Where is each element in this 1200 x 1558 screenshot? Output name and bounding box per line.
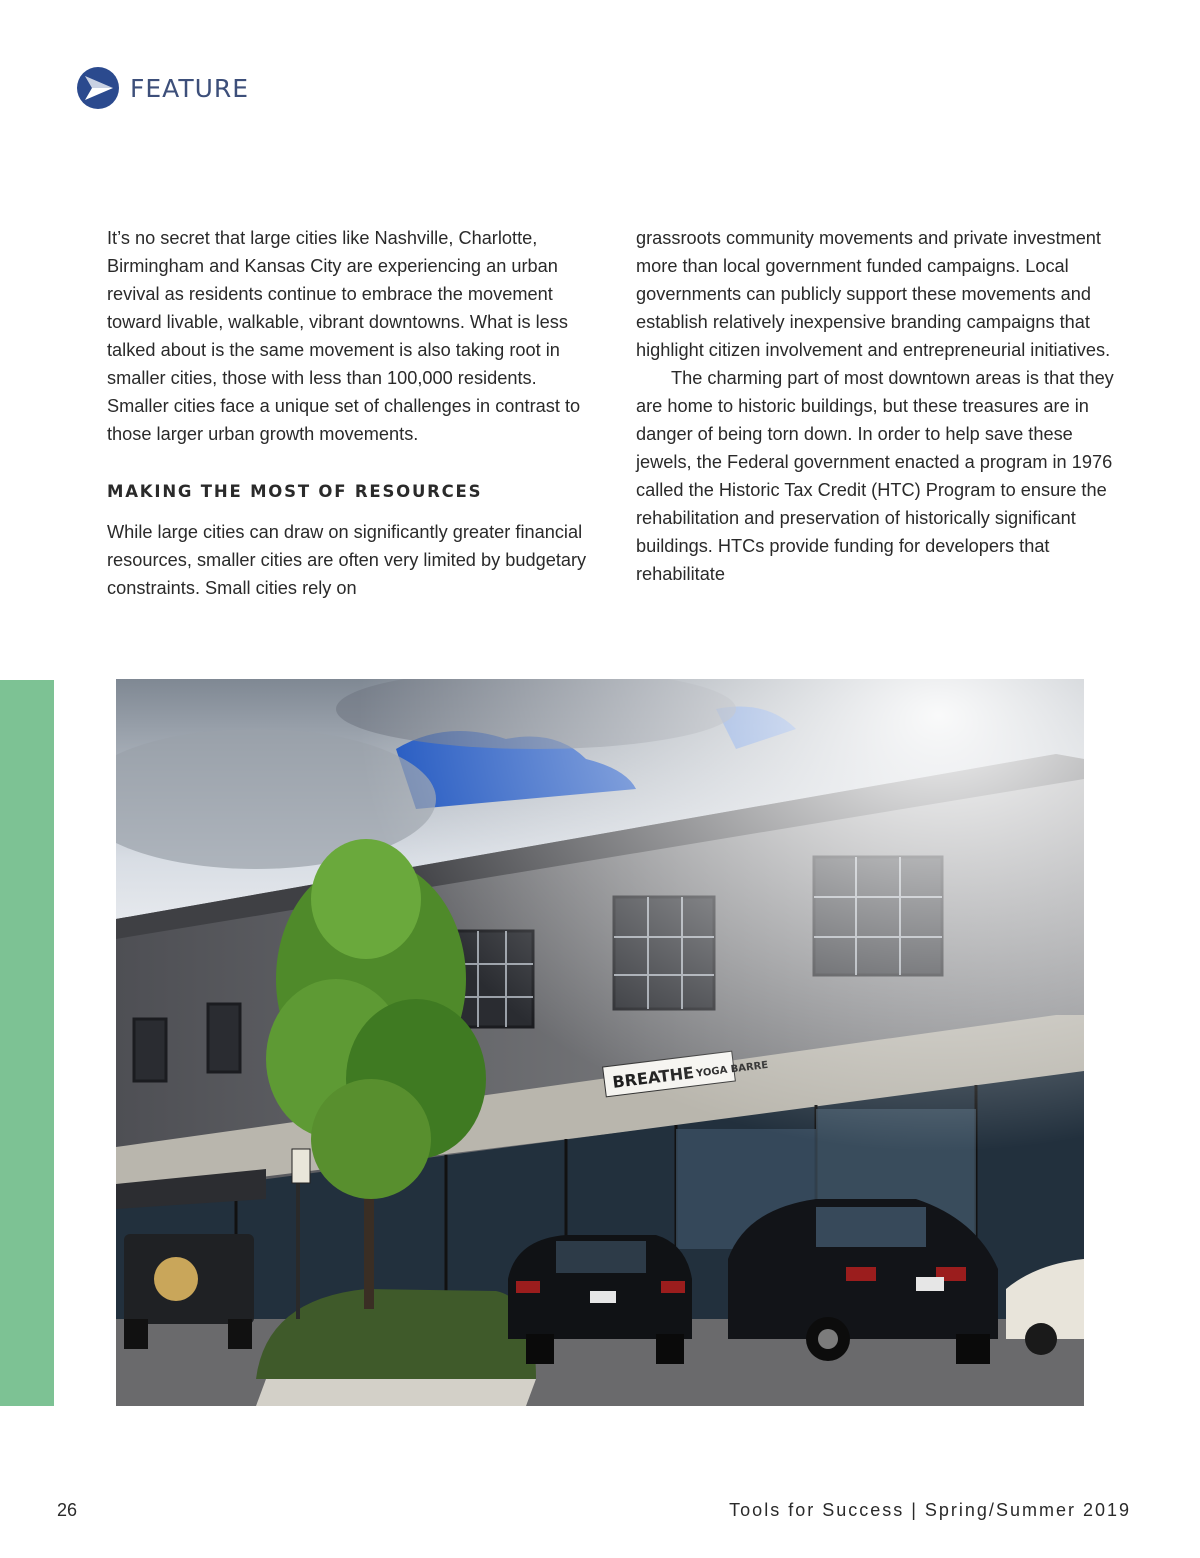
page-number: 26 (57, 1500, 78, 1520)
downtown-building-photo (116, 679, 1084, 1406)
section-label: FEATURE (130, 73, 250, 103)
arrow-play-icon (76, 66, 120, 110)
section-header (76, 66, 249, 110)
publication-footer: Tools for Success | Spring/Summer 2019 (729, 1500, 1131, 1520)
article-column-left (107, 224, 592, 602)
photo-illustration (116, 679, 1084, 1406)
intro-paragraph: It’s no secret that large cities like Nashville, Charlotte, Birmingham and Kansas City are experiencing an urban revival as residents continue to embrace the movement toward livable, walkable, vibrant downtowns. What is less talked about is the same movement is also taking root in smaller cities, those with less than 100,000 residents. Smaller cities face a unique set of challenges in contrast to those larger urban growth movements. (107, 228, 581, 444)
article-column-right (636, 224, 1114, 588)
section-subheading: MAKING THE MOST OF RESOURCES (107, 482, 483, 501)
continued-paragraph: grassroots community movements and private investment more than local government funded campaigns. Local governments can publicly support these movements and establish relatively inexpensive branding campaigns that highlight citizen involvement and entrepreneurial initiatives. (636, 228, 1111, 360)
resources-paragraph: While large cities can draw on significantly greater financial resources, smaller cities are often very limited by budgetary constraints. Small cities rely on (107, 522, 587, 598)
htc-paragraph: The charming part of most downtown areas is that they are home to historic buildings, but these treasures are in danger of being torn down. In order to help save these jewels, the Federal government enacted a program in 1976 called the Historic Tax Credit (HTC) Program to ensure the rehabilitation and preservation of historically significant buildings. HTCs provide funding for developers that rehabilitate (636, 368, 1114, 584)
green-sidebar-accent (0, 680, 54, 1406)
